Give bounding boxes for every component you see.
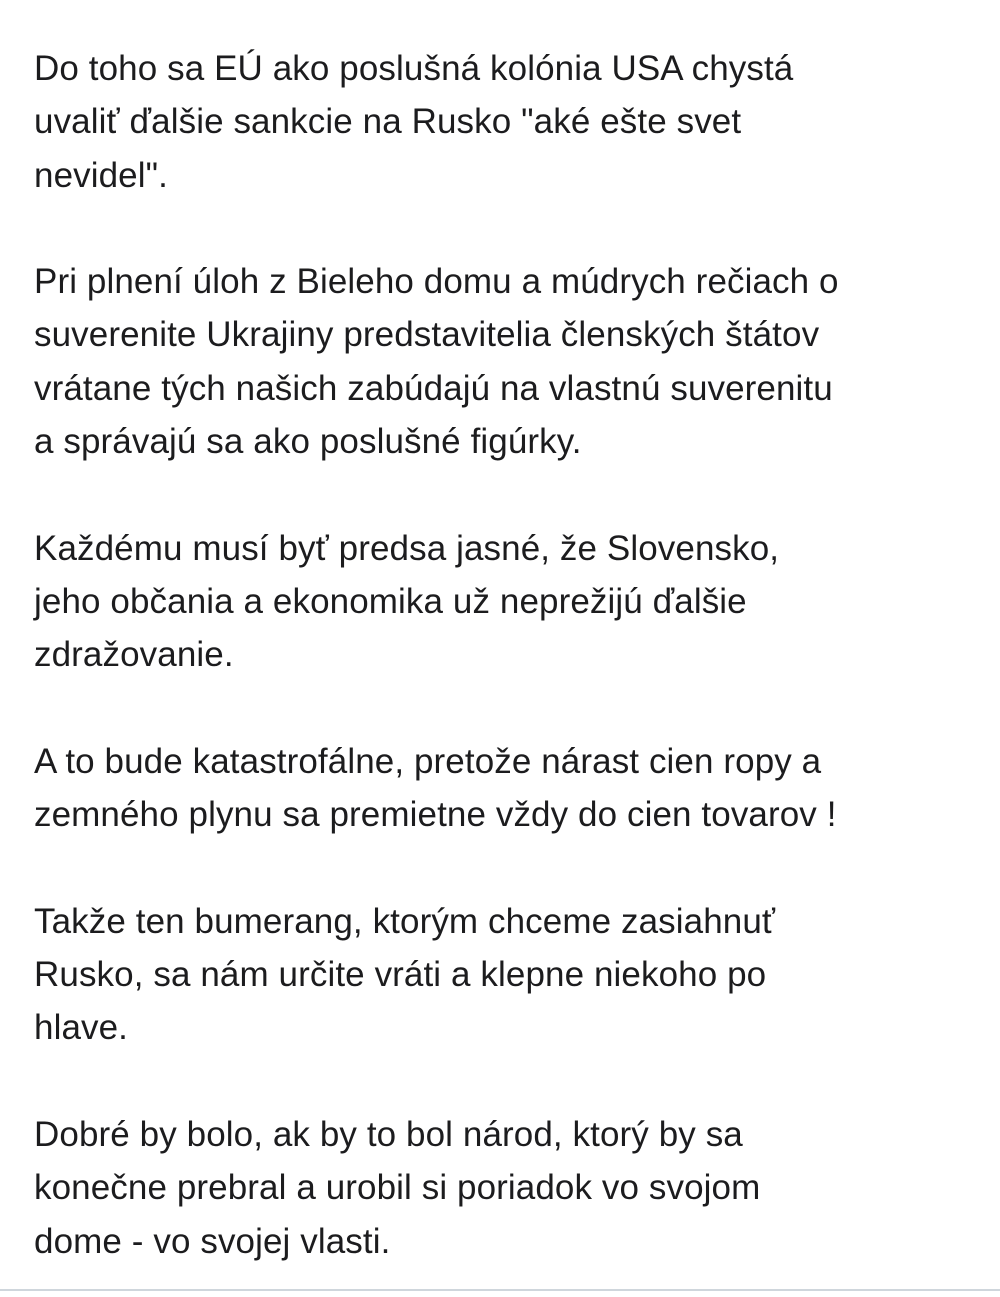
post-line: jeho občania a ekonomika už neprežijú ďalšie bbox=[34, 581, 747, 621]
post-paragraph-4 bbox=[34, 735, 984, 842]
post-paragraph-5 bbox=[34, 895, 984, 1055]
post-line: konečne prebral a urobil si poriadok vo svojom bbox=[34, 1168, 761, 1208]
post-line: zdražovanie. bbox=[34, 635, 234, 675]
post-line: a správajú sa ako poslušné figúrky. bbox=[34, 422, 582, 462]
post-body bbox=[34, 42, 984, 1268]
post-line: vrátane tých našich zabúdajú na vlastnú suverenitu bbox=[34, 368, 833, 408]
post-line: Každému musí byť predsa jasné, že Slovensko, bbox=[34, 528, 780, 568]
post-line: Do toho sa EÚ ako poslušná kolónia USA chystá bbox=[34, 49, 794, 88]
post-paragraph-1 bbox=[34, 42, 984, 202]
post-line: hlave. bbox=[34, 1008, 128, 1048]
post-paragraph-6 bbox=[34, 1108, 984, 1268]
post-paragraph-2 bbox=[34, 255, 984, 468]
post-line: zemného plynu sa premietne vždy do cien tovarov ! bbox=[34, 795, 837, 835]
post-line: dome - vo svojej vlasti. bbox=[34, 1221, 391, 1261]
post-paragraph-3 bbox=[34, 522, 984, 682]
post-line: Pri plnení úloh z Bieleho domu a múdrych rečiach o bbox=[34, 262, 839, 302]
post-line: Takže ten bumerang, ktorým chceme zasiahnuť bbox=[34, 901, 776, 941]
post-line: Rusko, sa nám určite vráti a klepne niekoho po bbox=[34, 955, 767, 995]
post-line: Dobré by bolo, ak by to bol národ, ktorý by sa bbox=[34, 1114, 743, 1154]
post-line: suverenite Ukrajiny predstavitelia členských štátov bbox=[34, 315, 820, 355]
bottom-divider bbox=[0, 1289, 1000, 1291]
post-line: nevidel". bbox=[34, 155, 168, 195]
post-line: A to bude katastrofálne, pretože nárast cien ropy a bbox=[34, 741, 822, 781]
post-line: uvaliť ďalšie sankcie na Rusko "aké ešte svet bbox=[34, 102, 742, 142]
